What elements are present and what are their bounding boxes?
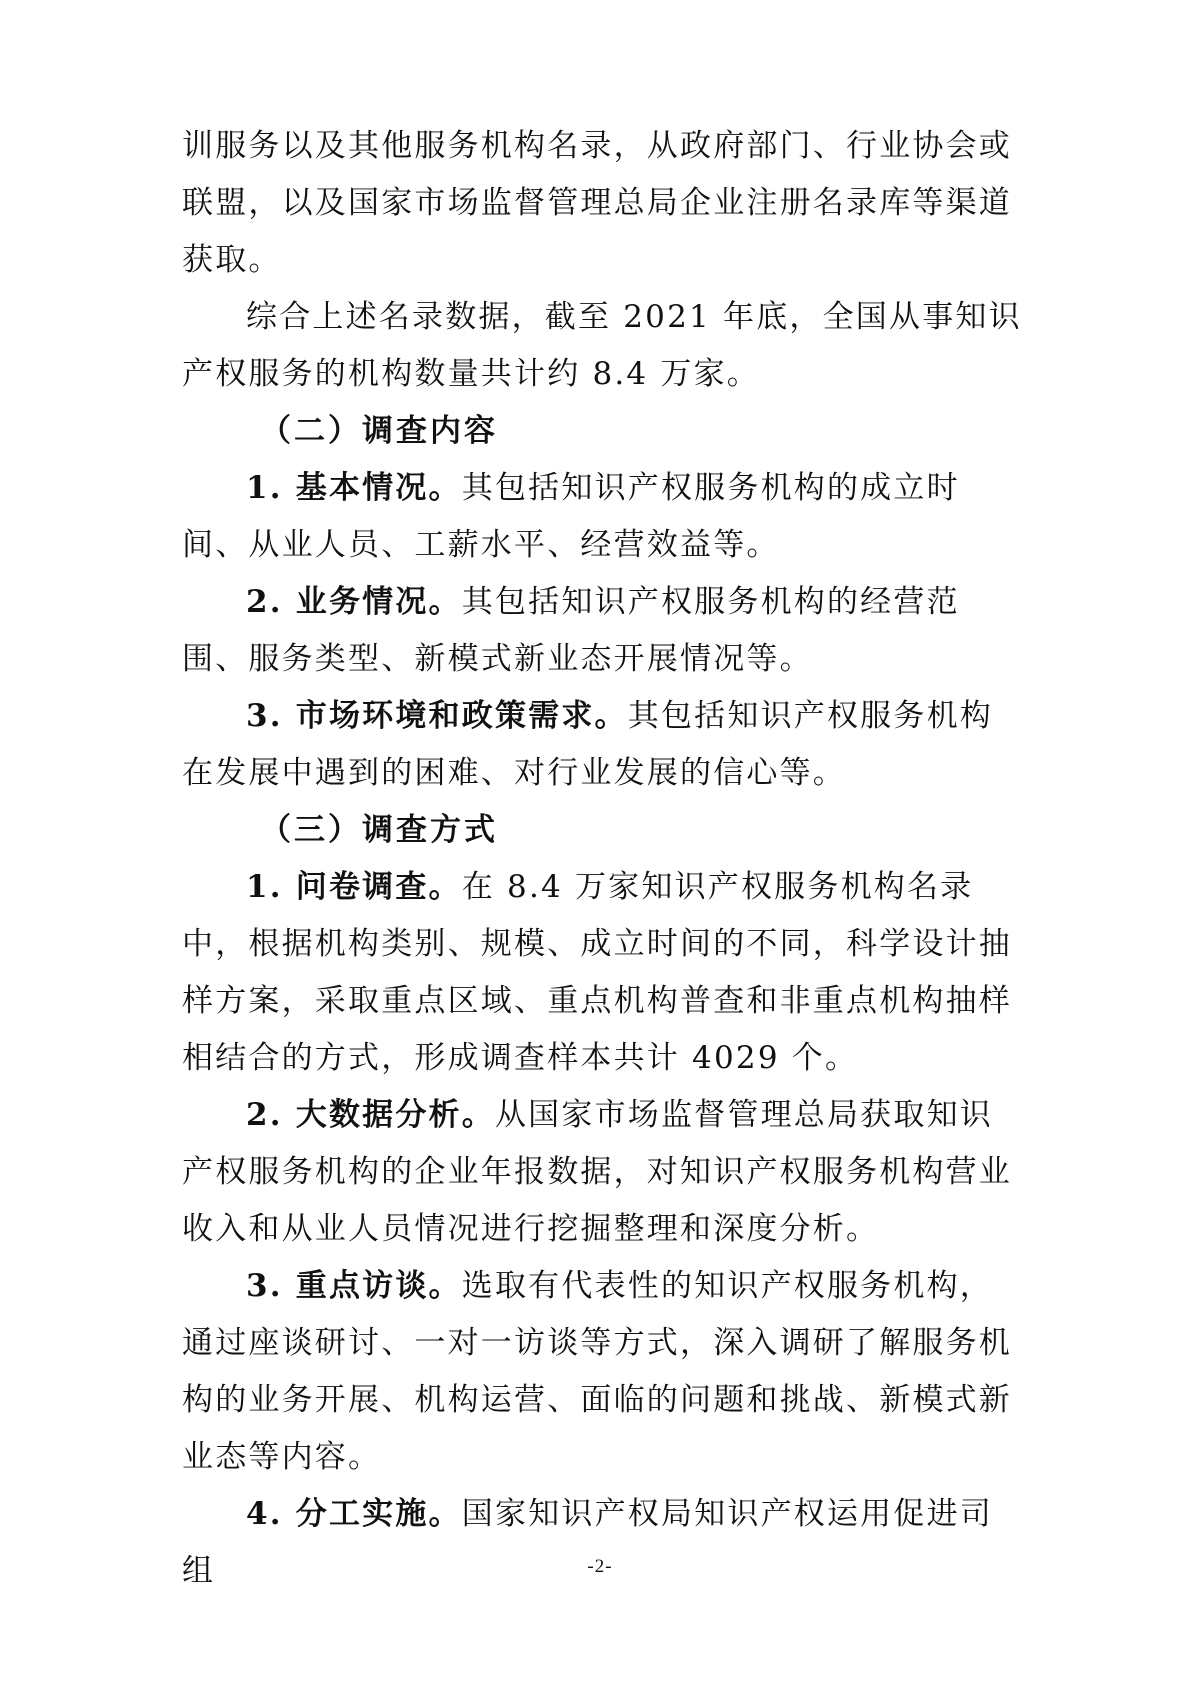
item-text: 在 8.4 万家知识产权服务机构名录中，根据机构类别、规模、成立时间的不同，科学设计抽样方案，采取重点区域、重点机构普查和非重点机构抽样相结合的方式，形成调查样本共计 4029 个。	[182, 869, 1012, 1076]
item-lead: 2. 大数据分析。	[246, 1097, 495, 1133]
page-number: -2-	[587, 1556, 613, 1577]
item-text: 其包括知识产权服务机构的成立时间、从业人员、工薪水平、经营效益等。	[182, 470, 960, 563]
list-item	[182, 688, 1022, 802]
list-item	[182, 859, 1022, 1087]
section-heading-survey-content: （二）调查内容	[260, 413, 498, 449]
item-text: 其包括知识产权服务机构的经营范围、服务类型、新模式新业态开展情况等。	[182, 584, 960, 677]
summary-paragraph: 综合上述名录数据，截至 2021 年底，全国从事知识产权服务的机构数量共计约 8.4 万家。	[182, 299, 1022, 392]
item-text: 从国家市场监督管理总局获取知识产权服务机构的企业年报数据，对知识产权服务机构营业收入和从业人员情况进行挖掘整理和深度分析。	[182, 1097, 1012, 1247]
item-lead: 4. 分工实施。	[246, 1496, 462, 1532]
item-lead: 2. 业务情况。	[246, 584, 462, 620]
item-lead: 1. 问卷调查。	[246, 869, 462, 905]
continuation-paragraph: 训服务以及其他服务机构名录，从政府部门、行业协会或联盟，以及国家市场监督管理总局企业注册名录库等渠道获取。	[182, 128, 1012, 278]
list-item	[182, 574, 1022, 688]
item-lead: 1. 基本情况。	[246, 470, 462, 506]
list-item	[182, 460, 1022, 574]
list-item	[182, 1258, 1022, 1486]
item-text: 国家知识产权局知识产权运用促进司组	[182, 1496, 993, 1589]
item-text: 选取有代表性的知识产权服务机构，通过座谈研讨、一对一访谈等方式，深入调研了解服务机构的业务开展、机构运营、面临的问题和挑战、新模式新业态等内容。	[182, 1268, 1012, 1475]
item-lead: 3. 市场环境和政策需求。	[246, 698, 628, 734]
list-item	[182, 1087, 1022, 1258]
list-item	[182, 1486, 1022, 1600]
section-heading-survey-method: （三）调查方式	[260, 812, 498, 848]
item-lead: 3. 重点访谈。	[246, 1268, 462, 1304]
body-text	[182, 118, 1022, 1600]
item-text: 其包括知识产权服务机构在发展中遇到的困难、对行业发展的信心等。	[182, 698, 993, 791]
